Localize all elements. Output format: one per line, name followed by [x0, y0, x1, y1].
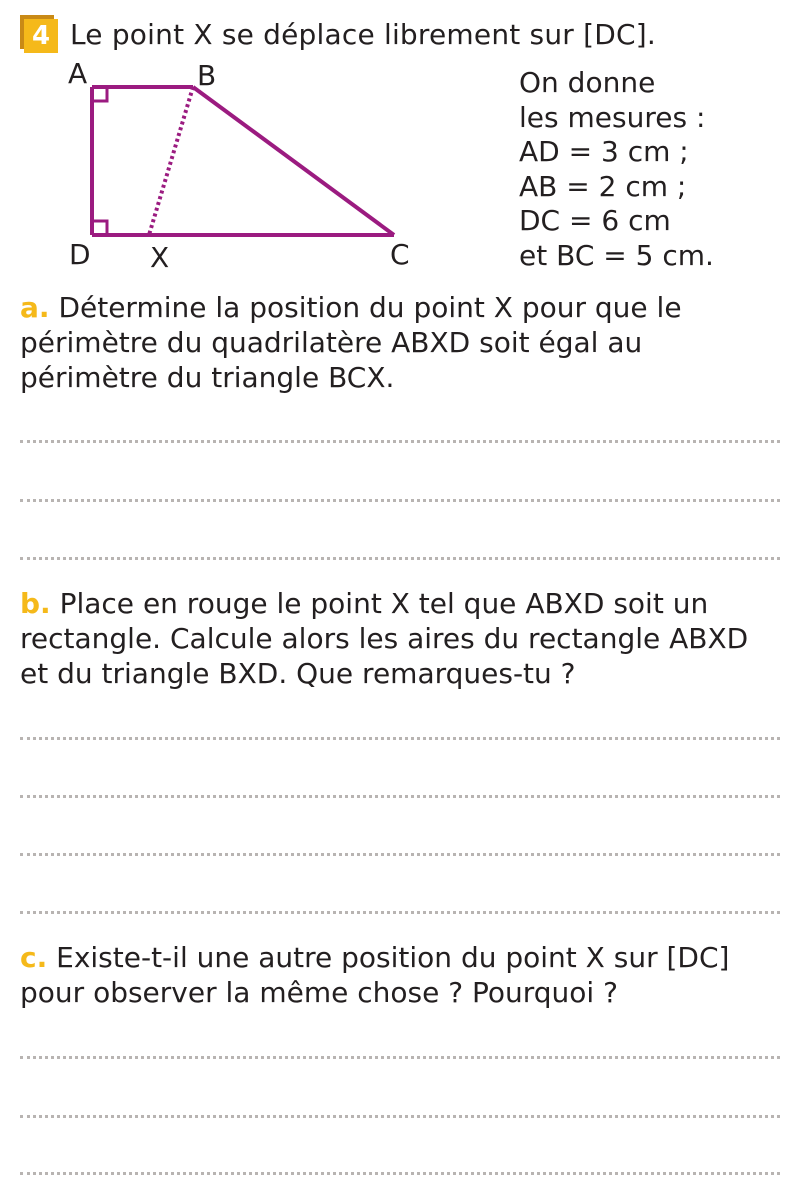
answer-line[interactable] [20, 737, 780, 740]
point-label-x: X [150, 241, 170, 274]
given-measures [519, 66, 714, 273]
exercise-number-badge [20, 15, 58, 53]
segment-bc [193, 87, 394, 235]
trapezoid-figure [60, 58, 440, 278]
trapezoid-diagram [60, 58, 440, 278]
question-a-text: périmètre du triangle BCX. [20, 361, 395, 394]
answer-line[interactable] [20, 911, 780, 914]
answer-line[interactable] [20, 499, 780, 502]
question-a-text: Détermine la position du point X pour que le [58, 291, 682, 324]
givens-line: DC = 6 cm [519, 204, 671, 237]
question-c-text: Existe-t-il une autre position du point X sur [DC] [56, 941, 730, 974]
exercise-statement: Le point X se déplace librement sur [DC]. [70, 17, 656, 51]
right-angle-mark-d [92, 221, 107, 235]
answer-line[interactable] [20, 557, 780, 560]
answer-line[interactable] [20, 853, 780, 856]
segment-bx-dashed [149, 87, 193, 235]
point-label-b: B [197, 59, 217, 92]
answer-line[interactable] [20, 1115, 780, 1118]
question-letter-b: b. [20, 587, 51, 620]
givens-line: AB = 2 cm ; [519, 169, 687, 203]
question-a-text: périmètre du quadrilatère ABXD soit égal au [20, 326, 643, 359]
question-c [20, 940, 782, 1010]
point-label-a: A [68, 57, 88, 90]
answer-line[interactable] [20, 1056, 780, 1059]
givens-line: et BC = 5 cm. [519, 238, 714, 272]
right-angle-mark-a [92, 87, 107, 101]
question-c-text: pour observer la même chose ? Pourquoi ? [20, 976, 618, 1009]
exercise-number: 4 [24, 19, 58, 53]
exercise-header [20, 14, 656, 54]
point-label-c: C [390, 238, 410, 271]
question-b-text: rectangle. Calcule alors les aires du rectangle ABXD [20, 622, 749, 655]
givens-line: les mesures : [519, 100, 706, 134]
givens-line: On donne [519, 66, 656, 99]
question-letter-c: c. [20, 941, 48, 974]
question-a [20, 290, 782, 395]
answer-line[interactable] [20, 795, 780, 798]
givens-line: AD = 3 cm ; [519, 135, 689, 168]
question-letter-a: a. [20, 291, 50, 324]
point-label-d: D [69, 238, 91, 271]
answer-line[interactable] [20, 1172, 780, 1175]
question-b-text: et du triangle BXD. Que remarques-tu ? [20, 657, 576, 690]
question-b [20, 586, 782, 691]
answer-line[interactable] [20, 440, 780, 443]
question-b-text: Place en rouge le point X tel que ABXD soit un [59, 587, 709, 620]
